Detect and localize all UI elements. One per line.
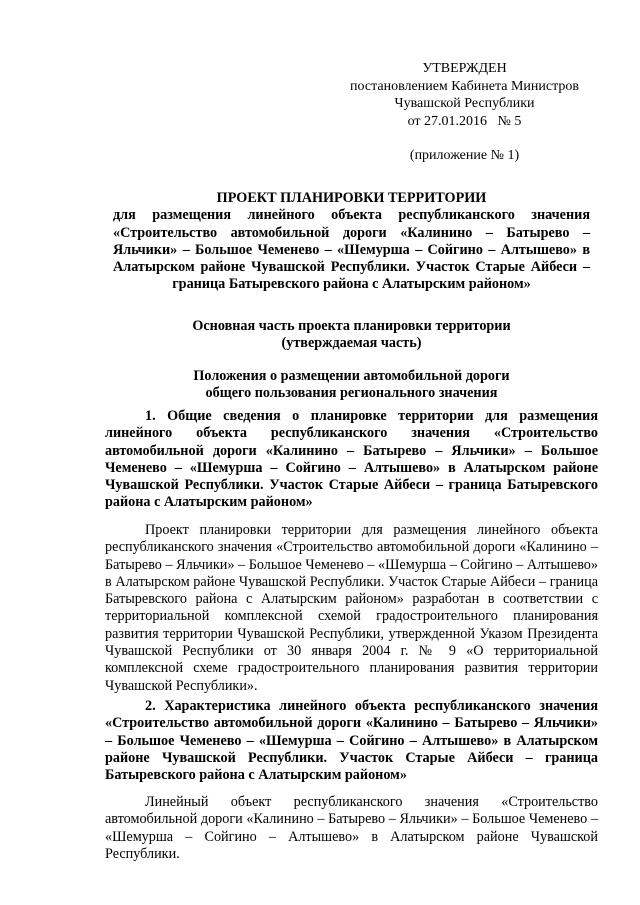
document-subtitle: для размещения линейного объекта республиканского значения «Строительство автомобильной дороги «Калинино – Батырево – Яльчики» – Большое Чеменево – «Шемурша – Сойгино – Алтышево» в Алатырском районе Чувашской Республики. Участок Старые Айбеси – граница Батыревского района с Алатырским районом»: [113, 207, 590, 293]
document-title-block: [105, 190, 598, 294]
section-1-body-block: [105, 522, 598, 695]
section-1-heading-block: [105, 408, 598, 512]
section-1-heading: 1. Общие сведения о планировке территории для размещения линейного объекта республиканского значения «Строительство автомобильной дороги «Калинино – Батырево – Яльчики» – Большое Чеменево – «Шемурша – Сойгино – Алтышево» в Алатырском районе Чувашской Республики. Участок Старые Айбеси – граница Батыревского района с Алатырским районом»: [105, 408, 598, 511]
approval-line-appendix: (приложение № 1): [409, 148, 520, 163]
document-title: ПРОЕКТ ПЛАНИРОВКИ ТЕРРИТОРИИ: [216, 190, 487, 206]
provisions-title-line-1: Положения о размещении автомобильной дороги: [193, 368, 510, 384]
approval-spacer: [350, 130, 579, 147]
provisions-title-line-2: общего пользования регионального значения: [205, 385, 498, 402]
approval-line-republic: Чувашской Республики: [394, 96, 535, 111]
approval-stamp: [350, 60, 579, 165]
approval-line-date-number: от 27.01.2016 № 5: [407, 113, 522, 129]
main-part-title: Основная часть проекта планировки территории: [192, 318, 511, 334]
section-2-paragraph: Линейный объект республиканского значения «Строительство автомобильной дороги «Калинино – Батырево – Яльчики» – Большое Чеменево – «Шемурша – Сойгино – Алтышево» в Алатырском районе Чувашской Республики.: [105, 794, 598, 862]
section-2-body-block: [105, 794, 598, 863]
section-1-paragraph: Проект планировки территории для размещения линейного объекта республиканского значения «Строительство автомобильной дороги «Калинино – Батырево – Яльчики» – Большое Чеменево – «Шемурша – Сойгино – Алтышево» в Алатырском районе Чувашской Республики. Участок Старые Айбеси – граница Батыревского района с Алатырским районом» разработан в соответствии с территориальной комплексной схемой градостроительного планирования развития территории Чувашской Республики, утвержденной Указом Президента Чувашской Республики от 30 января 2004 г. № 9 «О территориальной комплексной схеме градостроительного планирования развития территории Чувашской Республики».: [105, 522, 598, 694]
main-part-subtitle: (утверждаемая часть): [281, 335, 422, 352]
approval-line-issuer: постановлением Кабинета Министров: [350, 78, 579, 94]
main-part-heading: [105, 318, 598, 353]
approval-line-approved: УТВЕРЖДЕН: [422, 61, 507, 76]
provisions-heading: [105, 368, 598, 403]
section-2-heading-block: [105, 698, 598, 784]
section-2-heading: 2. Характеристика линейного объекта республиканского значения «Строительство автомобильной дороги «Калинино – Батырево – Яльчики» – Большое Чеменево – «Шемурша – Сойгино – Алтышево» в Алатырском районе Чувашской Республики. Участок Старые Айбеси – граница Батыревского района с Алатырским районом»: [105, 698, 598, 784]
